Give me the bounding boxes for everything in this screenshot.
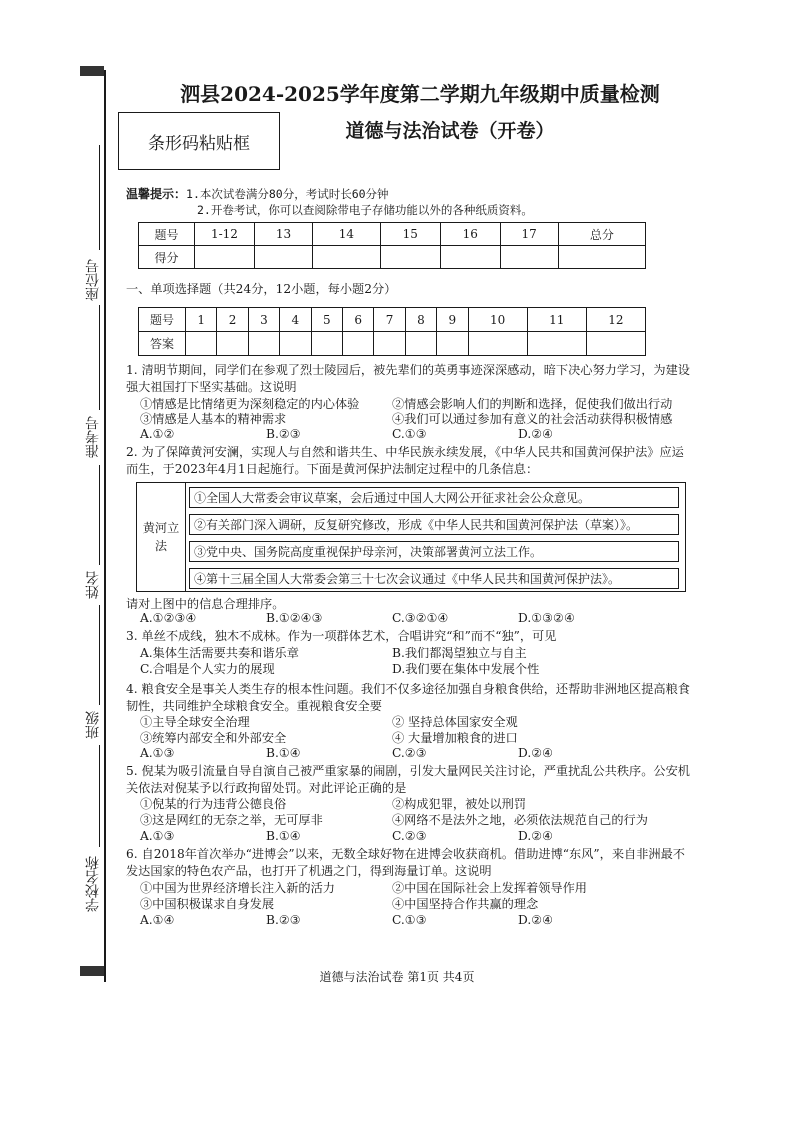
tips-line-1: 温馨提示：1.本次试卷满分80分，考试时长60分钟 <box>126 187 389 201</box>
q2-choice-d[interactable]: D.①③②④ <box>518 611 575 625</box>
class-label: 班级 <box>85 711 101 739</box>
table-header-cell: 总分 <box>558 223 645 246</box>
q5-choice-d[interactable]: D.②④ <box>518 829 554 843</box>
exam-no-field[interactable] <box>99 305 100 410</box>
table-input-cell[interactable] <box>558 246 645 269</box>
table-input-cell[interactable] <box>437 332 468 356</box>
q6-option: ③中国积极谋求自身发展 <box>140 897 275 911</box>
table-header-cell: 题号 <box>139 223 195 246</box>
table-header-cell: 7 <box>374 308 405 332</box>
seat-label: 座位号 <box>85 259 101 301</box>
q5-option: ③这是网红的无奈之举，无可厚非 <box>140 813 323 827</box>
table-input-cell[interactable] <box>586 332 645 356</box>
q4-choice-b[interactable]: B.①④ <box>266 746 301 760</box>
question-2-stem: 2. 为了保障黄河安澜，实现人与自然和谐共生、中华民族永续发展，《中华人民共和国黄河保护法》应运而生，于2023年4月1日起施行。下面是黄河保护法制定过程中的几条信息： <box>126 445 684 476</box>
page-footer: 道德与法治试卷 第1页 共4页 <box>319 970 475 984</box>
q5-choice-a[interactable]: A.①③ <box>140 829 175 843</box>
q6-choice-a[interactable]: A.①④ <box>140 913 175 927</box>
q6-option: ②中国在国际社会上发挥着领导作用 <box>392 881 587 895</box>
question-6-stem: 6. 自2018年首次举办“进博会”以来，无数全球好物在进博会收获商机。借助进博“东风”，来自非洲最不发达国家的特色农产品，也打开了机遇之门，得到海量订单。这说明 <box>126 847 685 878</box>
table-input-cell[interactable] <box>311 332 342 356</box>
q1-option: ④我们可以通过参加有意义的社会活动获得积极情感 <box>392 412 673 426</box>
table-header-cell: 9 <box>437 308 468 332</box>
q6-choice-b[interactable]: B.②③ <box>266 913 301 927</box>
table-header-cell: 13 <box>254 223 312 246</box>
table-header-cell: 1 <box>186 308 217 332</box>
q4-option: ② 坚持总体国家安全观 <box>392 715 518 729</box>
q1-option: ②情感会影响人们的判断和选择，促使我们做出行动 <box>392 397 673 411</box>
section-heading: 一、单项选择题（共24分，12小题，每小题2分） <box>126 282 397 296</box>
page-subtitle: 道德与法治试卷（开卷） <box>345 120 555 142</box>
table-header-cell: 12 <box>586 308 645 332</box>
table-input-cell[interactable] <box>440 246 500 269</box>
seat-field[interactable] <box>99 145 100 250</box>
table-header-cell: 11 <box>527 308 586 332</box>
law-box-label: 黄河立法 <box>137 483 186 591</box>
question-5-stem: 5. 倪某为吸引流量自导自演自己被严重家暴的闹剧，引发大量网民关注讨论，严重扰乱公共秩序。公安机关依法对倪某予以行政拘留处罚。对此评论正确的是 <box>126 764 690 795</box>
q3-choice-a[interactable]: A.集体生活需要共奏和谐乐章 <box>140 646 299 660</box>
q6-option: ④中国坚持合作共赢的理念 <box>392 897 539 911</box>
q6-choice-d[interactable]: D.②④ <box>518 913 554 927</box>
score-table <box>138 222 646 269</box>
name-label: 姓名 <box>85 571 101 599</box>
table-header-cell: 题号 <box>139 308 186 332</box>
exam-no-label: 准考号 <box>85 416 101 458</box>
table-input-cell[interactable] <box>254 246 312 269</box>
table-input-cell[interactable] <box>217 332 248 356</box>
q4-choice-d[interactable]: D.②④ <box>518 746 554 760</box>
binding-line <box>104 70 106 982</box>
table-header-cell: 6 <box>342 308 373 332</box>
table-header-cell: 16 <box>440 223 500 246</box>
q3-choice-c[interactable]: C.合唱是个人实力的展现 <box>140 662 275 676</box>
page-title: 泗县2024-2025学年度第二学期九年级期中质量检测 <box>180 82 660 106</box>
law-step-1: ①全国人大常委会审议草案，会后通过中国人大网公开征求社会公众意见。 <box>189 487 679 508</box>
q4-choice-a[interactable]: A.①③ <box>140 746 175 760</box>
q1-choice-a[interactable]: A.①② <box>140 427 175 441</box>
table-header-cell: 8 <box>405 308 436 332</box>
table-input-cell[interactable] <box>186 332 217 356</box>
table-header-cell: 15 <box>380 223 440 246</box>
q1-option: ③情感是人基本的精神需求 <box>140 412 287 426</box>
table-header-cell: 答案 <box>139 332 186 356</box>
table-input-cell[interactable] <box>312 246 380 269</box>
table-header-cell: 5 <box>311 308 342 332</box>
question-2-ask: 请对上图中的信息合理排序。 <box>126 597 285 611</box>
q2-choice-c[interactable]: C.③②①④ <box>392 611 449 625</box>
tips-label: 温馨提示： <box>126 187 187 201</box>
answer-table <box>138 307 646 356</box>
table-header-cell: 4 <box>280 308 311 332</box>
q2-choice-b[interactable]: B.①②④③ <box>266 611 323 625</box>
question-3-stem: 3. 单丝不成线，独木不成林。作为一项群体艺术，合唱讲究“和”而不“独”，可见 <box>126 629 557 643</box>
school-label: 学校名称 <box>85 856 101 912</box>
q5-option: ①倪某的行为违背公德良俗 <box>140 797 287 811</box>
table-header-cell: 得分 <box>139 246 195 269</box>
law-step-3: ③党中央、国务院高度重视保护母亲河，决策部署黄河立法工作。 <box>189 541 679 562</box>
law-step-2: ②有关部门深入调研，反复研究修改，形成《中华人民共和国黄河保护法（草案）》。 <box>189 514 679 535</box>
q1-choice-c[interactable]: C.①③ <box>392 427 427 441</box>
table-header-cell: 17 <box>500 223 558 246</box>
q1-choice-b[interactable]: B.②③ <box>266 427 301 441</box>
table-input-cell[interactable] <box>342 332 373 356</box>
q4-option: ①主导全球安全治理 <box>140 715 250 729</box>
school-field[interactable] <box>99 745 100 847</box>
q5-choice-b[interactable]: B.①④ <box>266 829 301 843</box>
q2-choice-a[interactable]: A.①②③④ <box>140 611 197 625</box>
law-step-4: ④第十三届全国人大常委会第三十七次会议通过《中华人民共和国黄河保护法》。 <box>189 568 679 589</box>
table-input-cell[interactable] <box>374 332 405 356</box>
barcode-box: 条形码粘贴框 <box>118 112 280 170</box>
tips-line-2: 2.开卷考试，你可以查阅除带电子存储功能以外的各种纸质资料。 <box>197 203 533 217</box>
table-header-cell: 14 <box>312 223 380 246</box>
table-input-cell[interactable] <box>248 332 279 356</box>
table-input-cell[interactable] <box>527 332 586 356</box>
table-header-cell: 2 <box>217 308 248 332</box>
binding-mark-top <box>80 66 104 76</box>
table-input-cell[interactable] <box>280 332 311 356</box>
table-header-cell: 1-12 <box>194 223 254 246</box>
q5-option: ②构成犯罪，被处以刑罚 <box>392 797 527 811</box>
q5-choice-c[interactable]: C.②③ <box>392 829 427 843</box>
class-field[interactable] <box>99 605 100 705</box>
table-input-cell[interactable] <box>194 246 254 269</box>
q1-option: ①情感是比情绪更为深刻稳定的内心体验 <box>140 397 360 411</box>
q3-choice-b[interactable]: B.我们都渴望独立与自主 <box>392 646 527 660</box>
question-4-stem: 4. 粮食安全是事关人类生存的根本性问题。我们不仅多途径加强自身粮食供给，还帮助非洲地区提高粮食韧性，共同维护全球粮食安全。重视粮食安全要 <box>126 682 690 713</box>
name-field[interactable] <box>99 465 100 565</box>
table-header-cell: 3 <box>248 308 279 332</box>
table-header-cell: 10 <box>468 308 527 332</box>
q4-option: ④ 大量增加粮食的进口 <box>392 731 518 745</box>
q3-choice-d[interactable]: D.我们要在集体中发展个性 <box>392 662 540 676</box>
q4-option: ③统筹内部安全和外部安全 <box>140 731 287 745</box>
q6-option: ①中国为世界经济增长注入新的活力 <box>140 881 335 895</box>
table-input-cell[interactable] <box>380 246 440 269</box>
q1-choice-d[interactable]: D.②④ <box>518 427 554 441</box>
table-input-cell[interactable] <box>468 332 527 356</box>
table-input-cell[interactable] <box>500 246 558 269</box>
q4-choice-c[interactable]: C.②③ <box>392 746 427 760</box>
table-input-cell[interactable] <box>405 332 436 356</box>
question-1-stem: 1. 清明节期间，同学们在参观了烈士陵园后，被先辈们的英勇事迹深深感动，暗下决心努力学习，为建设强大祖国打下坚实基础。这说明 <box>126 363 690 394</box>
q5-option: ④网络不是法外之地，必须依法规范自己的行为 <box>392 813 648 827</box>
q6-choice-c[interactable]: C.①③ <box>392 913 427 927</box>
law-process-box <box>136 482 686 592</box>
